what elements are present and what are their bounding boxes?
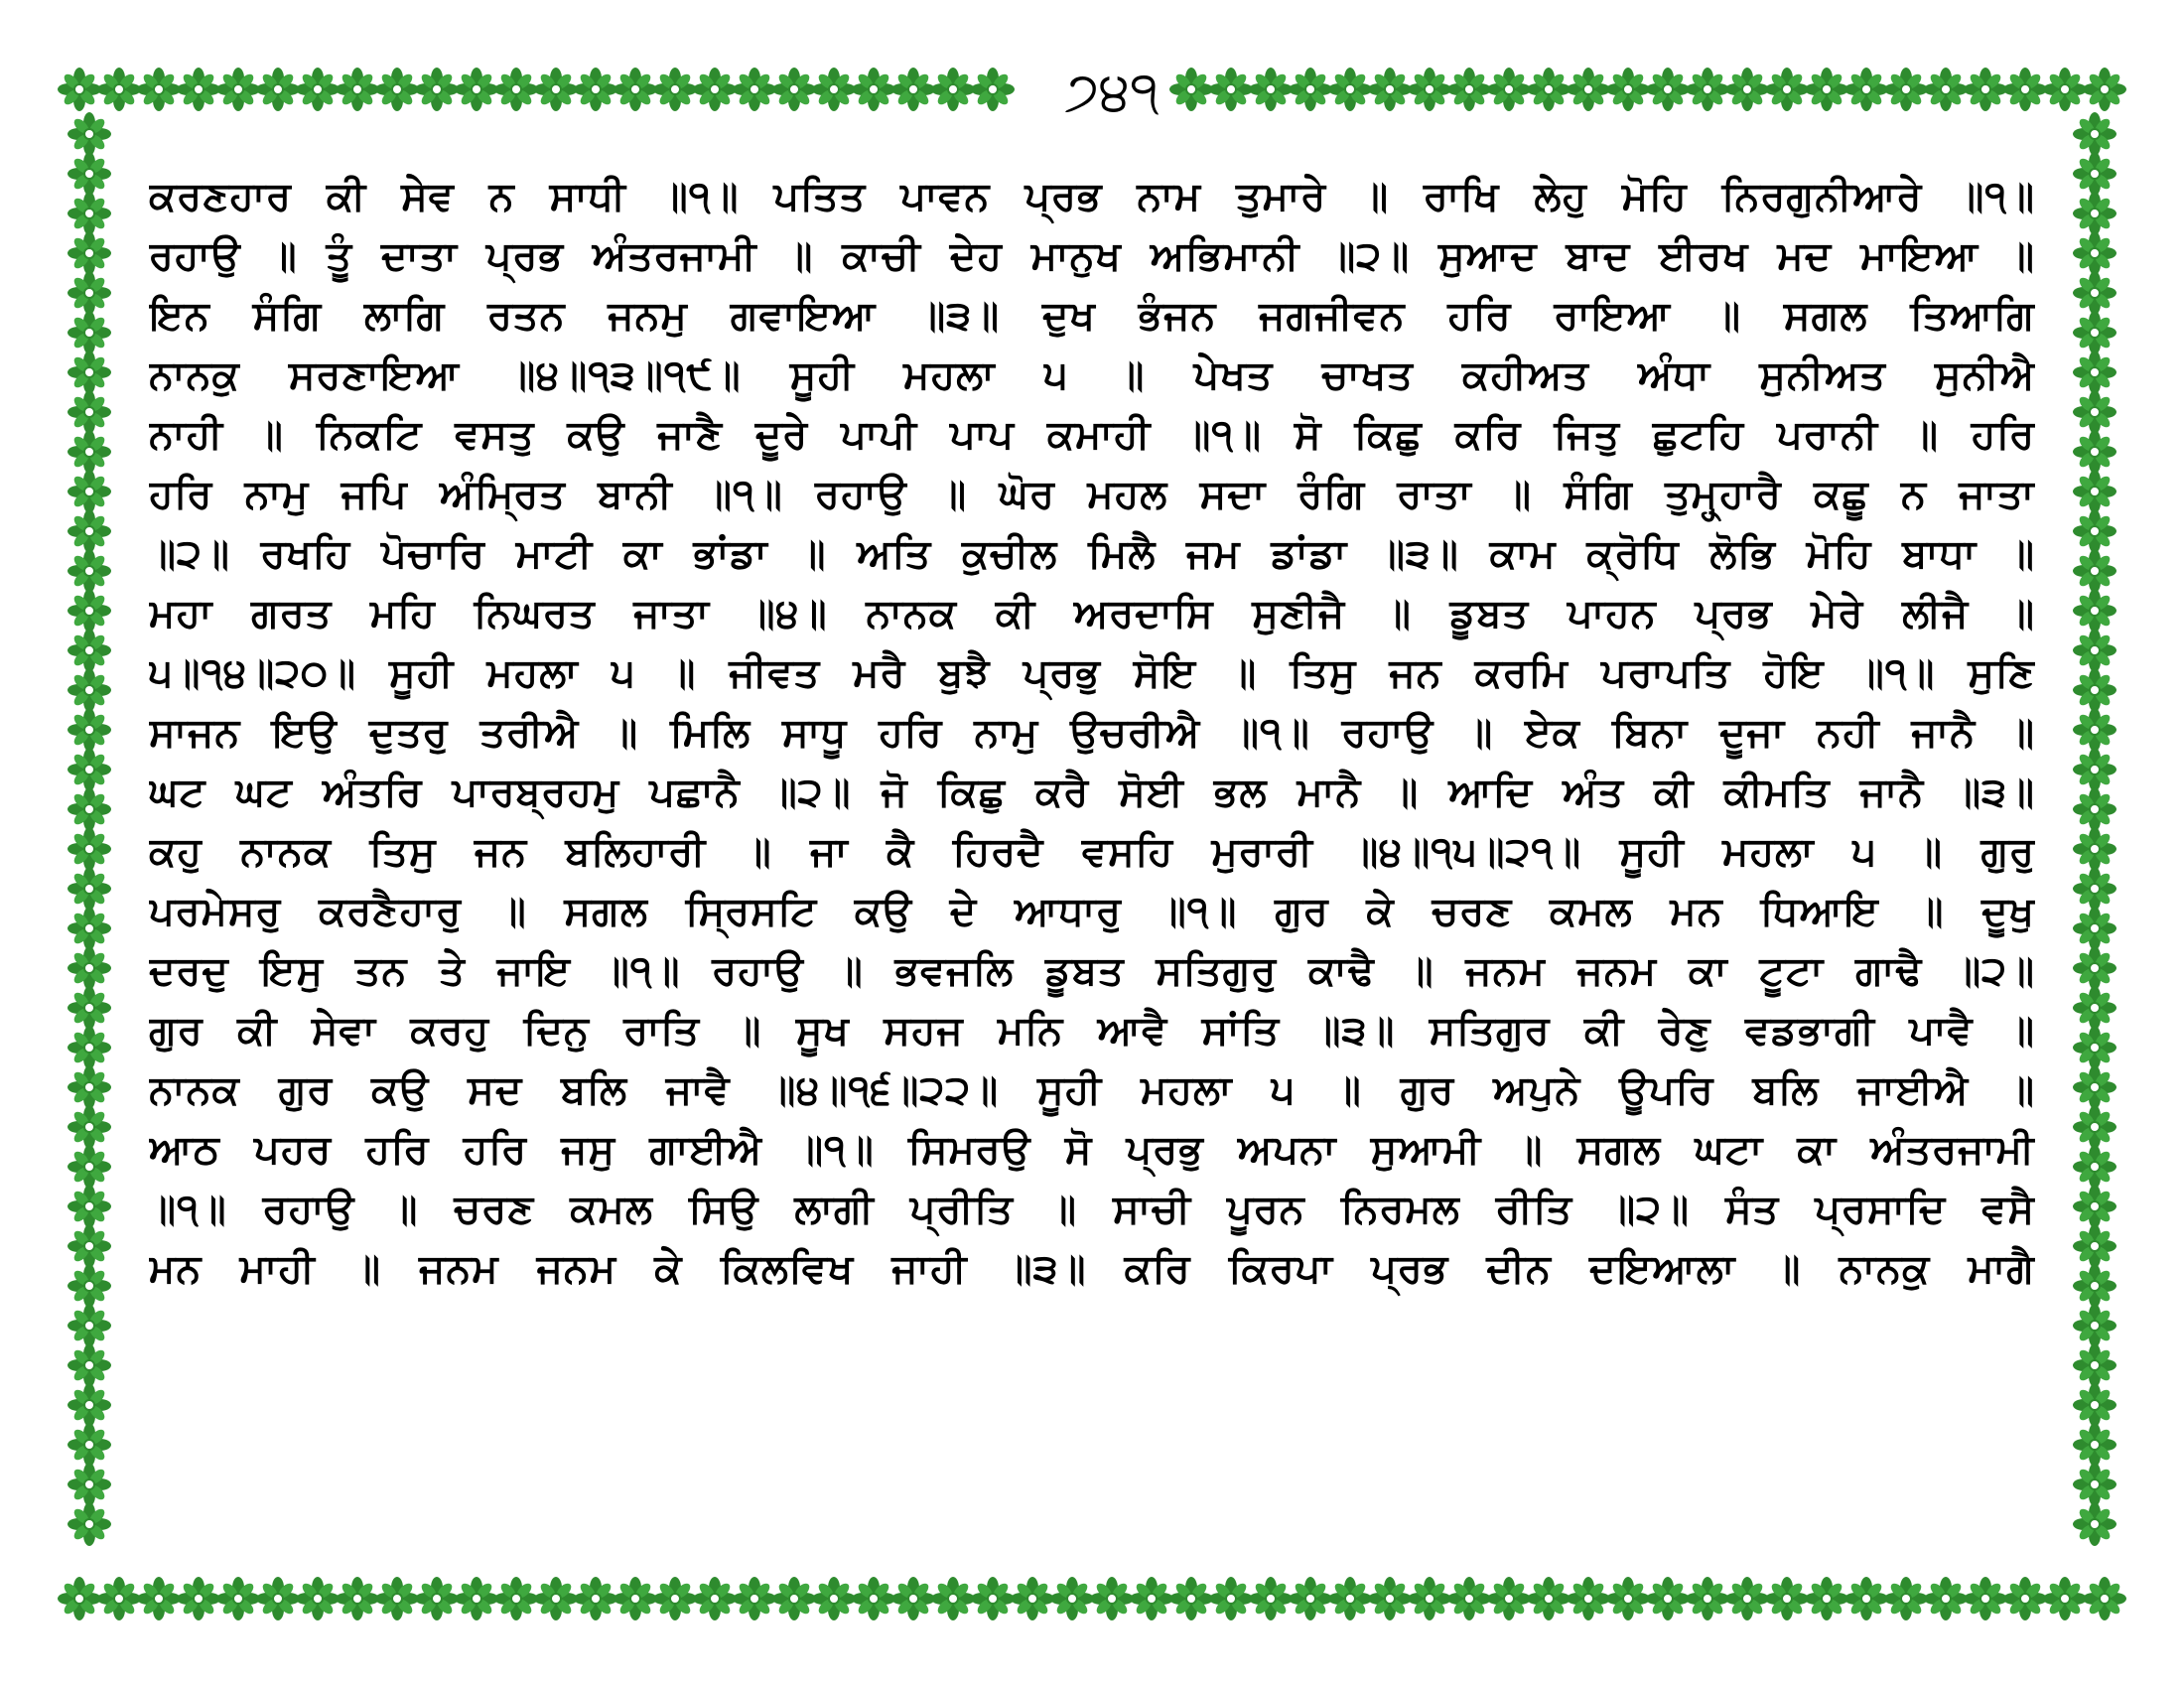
flower-icon: [1924, 1577, 1968, 1620]
flower-icon: [375, 1577, 419, 1620]
flower-icon: [2073, 748, 2116, 791]
flower-icon: [97, 1577, 141, 1620]
flower-icon: [68, 470, 111, 513]
flower-icon: [574, 68, 617, 111]
text-line: ਨਾਹੀ ॥ ਨਿਕਟਿ ਵਸਤੁ ਕਉ ਜਾਣੈ ਦੂਰੇ ਪਾਪੀ ਪਾਪ ਕਮਾਹੀ ॥੧॥ ਸੋ ਕਿਛੁ ਕਰਿ ਜਿਤੁ ਛੁਟਹਿ ਪਰਾਨੀ ॥ ਹਰਿ: [149, 412, 2035, 458]
flower-icon: [1765, 68, 1809, 111]
text-line: ਮਨ ਮਾਹੀ ॥ ਜਨਮ ਜਨਮ ਕੇ ਕਿਲਵਿਖ ਜਾਹੀ ॥੩॥ ਕਰਿ ਕਿਰਪਾ ਪ੍ਰਭ ਦੀਨ ਦਇਆਲਾ ॥ ਨਾਨਕੁ ਮਾਗੈ: [149, 1246, 2035, 1292]
text-line: ਕਹੁ ਨਾਨਕ ਤਿਸੁ ਜਨ ਬਲਿਹਾਰੀ ॥ ਜਾ ਕੈ ਹਿਰਦੈ ਵਸਹਿ ਮੁਰਾਰੀ ॥੪॥੧੫॥੨੧॥ ਸੂਹੀ ਮਹਲਾ ੫ ॥ ਗੁਰੁ: [149, 829, 2035, 875]
flower-icon: [1686, 68, 1729, 111]
text-line: ਸਾਜਨ ਇਉ ਦੁਤਰੁ ਤਰੀਐ ॥ ਮਿਲਿ ਸਾਧੂ ਹਰਿ ਨਾਮੁ ਉਚਰੀਐ ॥੧॥ ਰਹਾਉ ॥ ਏਕ ਬਿਨਾ ਦੂਜਾ ਨਹੀ ਜਾਨੈ ॥: [149, 710, 2035, 756]
flower-icon: [1884, 68, 1928, 111]
flower-icon: [68, 1026, 111, 1069]
flower-icon: [1090, 1577, 1134, 1620]
flower-icon: [1805, 1577, 1848, 1620]
flower-icon: [455, 68, 498, 111]
flower-icon: [68, 152, 111, 196]
flower-icon: [68, 549, 111, 593]
flower-icon: [2073, 589, 2116, 633]
flower-icon: [2073, 787, 2116, 831]
flower-icon: [1209, 68, 1253, 111]
flower-icon: [852, 68, 895, 111]
flower-icon: [2073, 470, 2116, 513]
text-line: ਗੁਰ ਕੀ ਸੇਵਾ ਕਰਹੁ ਦਿਨੁ ਰਾਤਿ ॥ ਸੂਖ ਸਹਜ ਮਨਿ ਆਵੈ ਸਾਂਤਿ ॥੩॥ ਸਤਿਗੁਰ ਕੀ ਰੇਣੁ ਵਡਭਾਗੀ ਪਾਵੈ ॥: [149, 1008, 2035, 1054]
text-line: ਨਾਨਕ ਗੁਰ ਕਉ ਸਦ ਬਲਿ ਜਾਵੈ ॥੪॥੧੬॥੨੨॥ ਸੂਹੀ ਮਹਲਾ ੫ ॥ ਗੁਰ ਅਪੁਨੇ ਊਪਰਿ ਬਲਿ ਜਾਈਐ ॥: [149, 1067, 2035, 1113]
flower-icon: [68, 390, 111, 434]
flower-icon: [1567, 1577, 1610, 1620]
flower-icon: [1447, 1577, 1491, 1620]
flower-icon: [68, 509, 111, 553]
flower-icon: [1844, 1577, 1888, 1620]
flower-icon: [534, 68, 578, 111]
flower-icon: [455, 1577, 498, 1620]
text-line: ਇਨ ਸੰਗਿ ਲਾਗਿ ਰਤਨ ਜਨਮੁ ਗਵਾਇਆ ॥੩॥ ਦੁਖ ਭੰਜਨ ਜਗਜੀਵਨ ਹਰਿ ਰਾਇਆ ॥ ਸਗਲ ਤਿਆਗਿ: [149, 293, 2035, 339]
flower-icon: [256, 1577, 300, 1620]
flower-icon: [2073, 351, 2116, 394]
flower-icon: [2083, 1577, 2126, 1620]
flower-icon: [68, 430, 111, 474]
flower-icon: [68, 1502, 111, 1546]
text-line: ਮਹਾ ਗਰਤ ਮਹਿ ਨਿਘਰਤ ਜਾਤਾ ॥੪॥ ਨਾਨਕ ਕੀ ਅਰਦਾਸਿ ਸੁਣੀਜੈ ॥ ਡੂਬਤ ਪਾਹਨ ਪ੍ਰਭ ਮੇਰੇ ਲੀਜੈ ॥: [149, 591, 2035, 636]
flower-icon: [137, 68, 181, 111]
flower-icon: [1527, 1577, 1570, 1620]
flower-icon: [1249, 1577, 1293, 1620]
flower-icon: [772, 1577, 816, 1620]
flower-icon: [68, 907, 111, 950]
text-line: ॥੨॥ ਰਖਹਿ ਪੋਚਾਰਿ ਮਾਟੀ ਕਾ ਭਾਂਡਾ ॥ ਅਤਿ ਕੁਚੀਲ ਮਿਲੈ ਜਮ ਡਾਂਡਾ ॥੩॥ ਕਾਮ ਕ੍ਰੋਧਿ ਲੋਭਿ ਮੋਹਿ ਬਾਧਾ ॥: [149, 531, 2035, 577]
flower-icon: [2073, 549, 2116, 593]
flower-icon: [68, 589, 111, 633]
flower-icon: [1328, 68, 1372, 111]
flower-icon: [2073, 311, 2116, 354]
flower-icon: [812, 1577, 856, 1620]
flower-icon: [68, 1423, 111, 1467]
flower-icon: [2073, 430, 2116, 474]
flower-icon: [733, 68, 776, 111]
flower-icon: [68, 271, 111, 315]
flower-icon: [1924, 68, 1968, 111]
flower-icon: [891, 1577, 935, 1620]
flower-icon: [1646, 1577, 1690, 1620]
flower-icon: [2073, 1224, 2116, 1268]
flower-icon: [1447, 68, 1491, 111]
flower-icon: [68, 1105, 111, 1149]
flower-icon: [1487, 1577, 1531, 1620]
flower-icon: [68, 1304, 111, 1347]
flower-icon: [1765, 1577, 1809, 1620]
flower-icon: [68, 192, 111, 235]
flower-icon: [1606, 68, 1650, 111]
flower-icon: [68, 827, 111, 871]
flower-icon: [2073, 231, 2116, 275]
flower-icon: [2003, 68, 2047, 111]
flower-icon: [1527, 68, 1570, 111]
flower-icon: [1844, 68, 1888, 111]
flower-icon: [1884, 1577, 1928, 1620]
flower-icon: [68, 668, 111, 712]
flower-icon: [852, 1577, 895, 1620]
flower-icon: [2073, 1145, 2116, 1189]
flower-icon: [216, 68, 260, 111]
text-line: ਕਰਣਹਾਰ ਕੀ ਸੇਵ ਨ ਸਾਧੀ ॥੧॥ ਪਤਿਤ ਪਾਵਨ ਪ੍ਰਭ ਨਾਮ ਤੁਮਾਰੇ ॥ ਰਾਖਿ ਲੇਹੁ ਮੋਹਿ ਨਿਰਗੁਨੀਆਰੇ ॥੧॥: [149, 174, 2035, 219]
flower-icon: [1328, 1577, 1372, 1620]
flower-icon: [1646, 68, 1690, 111]
flower-icon: [415, 1577, 459, 1620]
flower-icon: [931, 68, 975, 111]
flower-icon: [1130, 1577, 1173, 1620]
flower-icon: [68, 986, 111, 1030]
flower-icon: [2073, 1026, 2116, 1069]
text-line: ਆਠ ਪਹਰ ਹਰਿ ਹਰਿ ਜਸੁ ਗਾਈਐ ॥੧॥ ਸਿਮਰਉ ਸੋ ਪ੍ਰਭੁ ਅਪਨਾ ਸੁਆਮੀ ॥ ਸਗਲ ਘਟਾ ਕਾ ਅੰਤਰਜਾਮੀ: [149, 1127, 2035, 1173]
flower-icon: [68, 1145, 111, 1189]
flower-icon: [494, 1577, 538, 1620]
flower-icon: [68, 231, 111, 275]
flower-icon: [1567, 68, 1610, 111]
scripture-text: [149, 167, 2035, 1299]
flower-icon: [693, 1577, 737, 1620]
flower-icon: [68, 946, 111, 990]
flower-icon: [1805, 68, 1848, 111]
flower-icon: [1249, 68, 1293, 111]
flower-icon: [1686, 1577, 1729, 1620]
flower-icon: [2073, 509, 2116, 553]
flower-icon: [256, 68, 300, 111]
flower-icon: [68, 1264, 111, 1308]
flower-icon: [2073, 1343, 2116, 1387]
flower-icon: [177, 1577, 220, 1620]
flower-icon: [177, 68, 220, 111]
flower-icon: [2073, 271, 2116, 315]
flower-icon: [2073, 946, 2116, 990]
flower-icon: [772, 68, 816, 111]
flower-icon: [693, 68, 737, 111]
flower-icon: [296, 68, 340, 111]
flower-icon: [296, 1577, 340, 1620]
flower-icon: [68, 1383, 111, 1427]
flower-icon: [2073, 1423, 2116, 1467]
flower-icon: [1289, 1577, 1332, 1620]
flower-icon: [68, 311, 111, 354]
flower-icon: [2073, 1383, 2116, 1427]
flower-icon: [1606, 1577, 1650, 1620]
flower-icon: [1050, 1577, 1094, 1620]
flower-icon: [2073, 1304, 2116, 1347]
text-line: ਰਹਾਉ ॥ ਤੂੰ ਦਾਤਾ ਪ੍ਰਭ ਅੰਤਰਜਾਮੀ ॥ ਕਾਚੀ ਦੇਹ ਮਾਨੁਖ ਅਭਿਮਾਨੀ ॥੨॥ ਸੁਆਦ ਬਾਦ ਈਰਖ ਮਦ ਮਾਇਆ ॥: [149, 233, 2035, 279]
flower-icon: [68, 1065, 111, 1109]
flower-icon: [2073, 1065, 2116, 1109]
flower-icon: [336, 1577, 379, 1620]
flower-icon: [2073, 668, 2116, 712]
text-line: ਪਰਮੇਸਰੁ ਕਰਣੈਹਾਰੁ ॥ ਸਗਲ ਸ੍ਰਿਸਟਿ ਕਉ ਦੇ ਆਧਾਰੁ ॥੧॥ ਗੁਰ ਕੇ ਚਰਣ ਕਮਲ ਮਨ ਧਿਆਇ ॥ ਦੂਖੁ: [149, 889, 2035, 934]
flower-icon: [1289, 68, 1332, 111]
flower-icon: [2073, 1264, 2116, 1308]
flower-icon: [2073, 986, 2116, 1030]
flower-icon: [2073, 629, 2116, 672]
flower-icon: [494, 68, 538, 111]
flower-icon: [68, 1343, 111, 1387]
flower-icon: [68, 708, 111, 752]
flower-icon: [1487, 68, 1531, 111]
flower-icon: [2073, 1463, 2116, 1506]
flower-icon: [1209, 1577, 1253, 1620]
flower-icon: [931, 1577, 975, 1620]
flower-icon: [534, 1577, 578, 1620]
flower-icon: [653, 68, 697, 111]
flower-icon: [58, 1577, 101, 1620]
flower-icon: [2073, 1185, 2116, 1228]
flower-icon: [375, 68, 419, 111]
flower-icon: [68, 1463, 111, 1506]
flower-icon: [336, 68, 379, 111]
text-line: ੫॥੧੪॥੨੦॥ ਸੂਹੀ ਮਹਲਾ ੫ ॥ ਜੀਵਤ ਮਰੈ ਬੁਝੈ ਪ੍ਰਭੁ ਸੋਇ ॥ ਤਿਸੁ ਜਨ ਕਰਮਿ ਪਰਾਪਤਿ ਹੋਇ ॥੧॥ ਸੁਣਿ: [149, 650, 2035, 696]
flower-icon: [68, 1224, 111, 1268]
text-line: ॥੧॥ ਰਹਾਉ ॥ ਚਰਣ ਕਮਲ ਸਿਉ ਲਾਗੀ ਪ੍ਰੀਤਿ ॥ ਸਾਚੀ ਪੂਰਨ ਨਿਰਮਲ ਰੀਤਿ ॥੨॥ ਸੰਤ ਪ੍ਰਸਾਦਿ ਵਸੈ: [149, 1187, 2035, 1232]
flower-icon: [2073, 1502, 2116, 1546]
flower-icon: [2003, 1577, 2047, 1620]
flower-icon: [2073, 192, 2116, 235]
flower-icon: [68, 629, 111, 672]
flower-icon: [68, 748, 111, 791]
flower-icon: [2073, 152, 2116, 196]
flower-icon: [971, 1577, 1015, 1620]
flower-icon: [653, 1577, 697, 1620]
flower-icon: [614, 68, 657, 111]
flower-icon: [1725, 1577, 1769, 1620]
text-line: ਦਰਦੁ ਇਸੁ ਤਨ ਤੇ ਜਾਇ ॥੧॥ ਰਹਾਉ ॥ ਭਵਜਲਿ ਡੂਬਤ ਸਤਿਗੁਰੁ ਕਾਢੈ ॥ ਜਨਮ ਜਨਮ ਕਾ ਟੂਟਾ ਗਾਢੈ ॥੨॥: [149, 948, 2035, 994]
flower-icon: [891, 68, 935, 111]
flower-icon: [216, 1577, 260, 1620]
flower-icon: [733, 1577, 776, 1620]
flower-icon: [2073, 1105, 2116, 1149]
flower-icon: [58, 68, 101, 111]
flower-icon: [415, 68, 459, 111]
flower-icon: [68, 787, 111, 831]
flower-icon: [2073, 708, 2116, 752]
flower-icon: [1964, 1577, 2007, 1620]
flower-icon: [2073, 827, 2116, 871]
flower-icon: [1169, 1577, 1213, 1620]
flower-icon: [1964, 68, 2007, 111]
text-line: ਘਟ ਘਟ ਅੰਤਰਿ ਪਾਰਬ੍ਰਹਮੁ ਪਛਾਨੈ ॥੨॥ ਜੋ ਕਿਛੁ ਕਰੈ ਸੋਈ ਭਲ ਮਾਨੈ ॥ ਆਦਿ ਅੰਤ ਕੀ ਕੀਮਤਿ ਜਾਨੈ ॥੩॥: [149, 770, 2035, 815]
flower-icon: [68, 867, 111, 911]
flower-icon: [137, 1577, 181, 1620]
flower-icon: [2073, 907, 2116, 950]
flower-icon: [1368, 68, 1412, 111]
flower-icon: [1011, 1577, 1054, 1620]
page-number: ੭੪੧: [1064, 60, 1160, 122]
flower-icon: [1368, 1577, 1412, 1620]
flower-icon: [97, 68, 141, 111]
flower-icon: [1725, 68, 1769, 111]
flower-icon: [2073, 390, 2116, 434]
flower-icon: [1408, 68, 1451, 111]
flower-icon: [971, 68, 1015, 111]
flower-icon: [2073, 867, 2116, 911]
flower-icon: [2043, 1577, 2087, 1620]
flower-icon: [812, 68, 856, 111]
flower-icon: [2073, 112, 2116, 156]
flower-icon: [2083, 68, 2126, 111]
flower-icon: [574, 1577, 617, 1620]
flower-icon: [2043, 68, 2087, 111]
flower-icon: [614, 1577, 657, 1620]
text-line: ਨਾਨਕੁ ਸਰਣਾਇਆ ॥੪॥੧੩॥੧੯॥ ਸੂਹੀ ਮਹਲਾ ੫ ॥ ਪੇਖਤ ਚਾਖਤ ਕਹੀਅਤ ਅੰਧਾ ਸੁਨੀਅਤ ਸੁਨੀਐ: [149, 352, 2035, 398]
flower-icon: [68, 112, 111, 156]
text-line: ਹਰਿ ਨਾਮੁ ਜਪਿ ਅੰਮ੍ਰਿਤ ਬਾਨੀ ॥੧॥ ਰਹਾਉ ॥ ਘੋਰ ਮਹਲ ਸਦਾ ਰੰਗਿ ਰਾਤਾ ॥ ਸੰਗਿ ਤੁਮ੍ਹ੍ਹਾਰੈ ਕਛੂ ਨ ਜਾਤਾ: [149, 472, 2035, 517]
flower-icon: [1408, 1577, 1451, 1620]
flower-icon: [68, 1185, 111, 1228]
flower-icon: [68, 351, 111, 394]
